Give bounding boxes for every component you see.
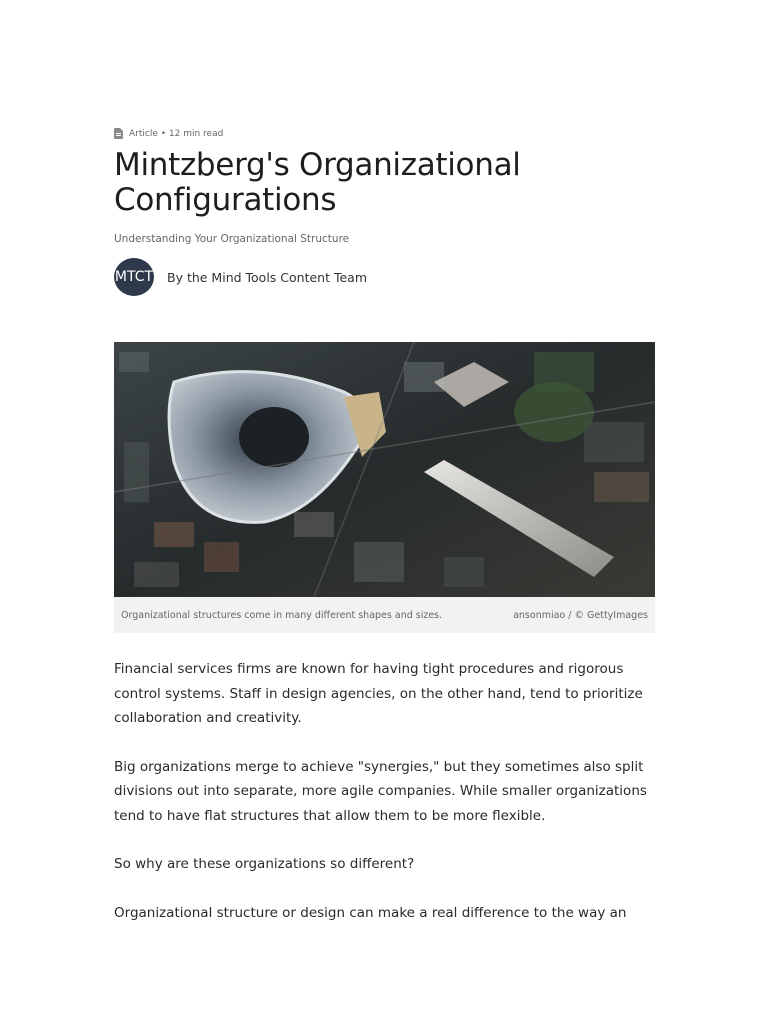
figure-caption-bar — [114, 597, 655, 633]
body-paragraph: Financial services firms are known for having tight procedures and rigorous control systems. Staff in design agencies, on the other hand, tend to prioritize collaboration and creativity. — [114, 661, 643, 726]
article-body — [114, 657, 655, 949]
hero-figure — [114, 342, 655, 633]
body-paragraph: So why are these organizations so different? — [114, 856, 415, 872]
article-meta-text: Article • 12 min read — [129, 128, 224, 139]
article-meta — [114, 128, 223, 139]
author-byline[interactable]: By the Mind Tools Content Team — [167, 269, 368, 285]
body-paragraph: Organizational structure or design can make a real difference to the way an — [114, 904, 627, 921]
figure-caption: Organizational structures come in many different shapes and sizes. — [121, 609, 443, 621]
body-paragraph: Big organizations merge to achieve "synergies," but they sometimes also split divisions out into separate, more agile companies. While smaller organizations tend to have flat structures that allow them to be more flexible. — [114, 758, 647, 824]
avatar[interactable]: MTCT — [114, 258, 154, 296]
page-title: Mintzberg's Organizational Configurations — [114, 147, 521, 218]
figure-credit: ansonmiao / © GettyImages — [513, 609, 648, 621]
hero-image — [114, 342, 655, 597]
author-block — [114, 258, 367, 296]
document-icon — [114, 128, 123, 139]
article-subtitle: Understanding Your Organizational Structure — [114, 233, 350, 245]
